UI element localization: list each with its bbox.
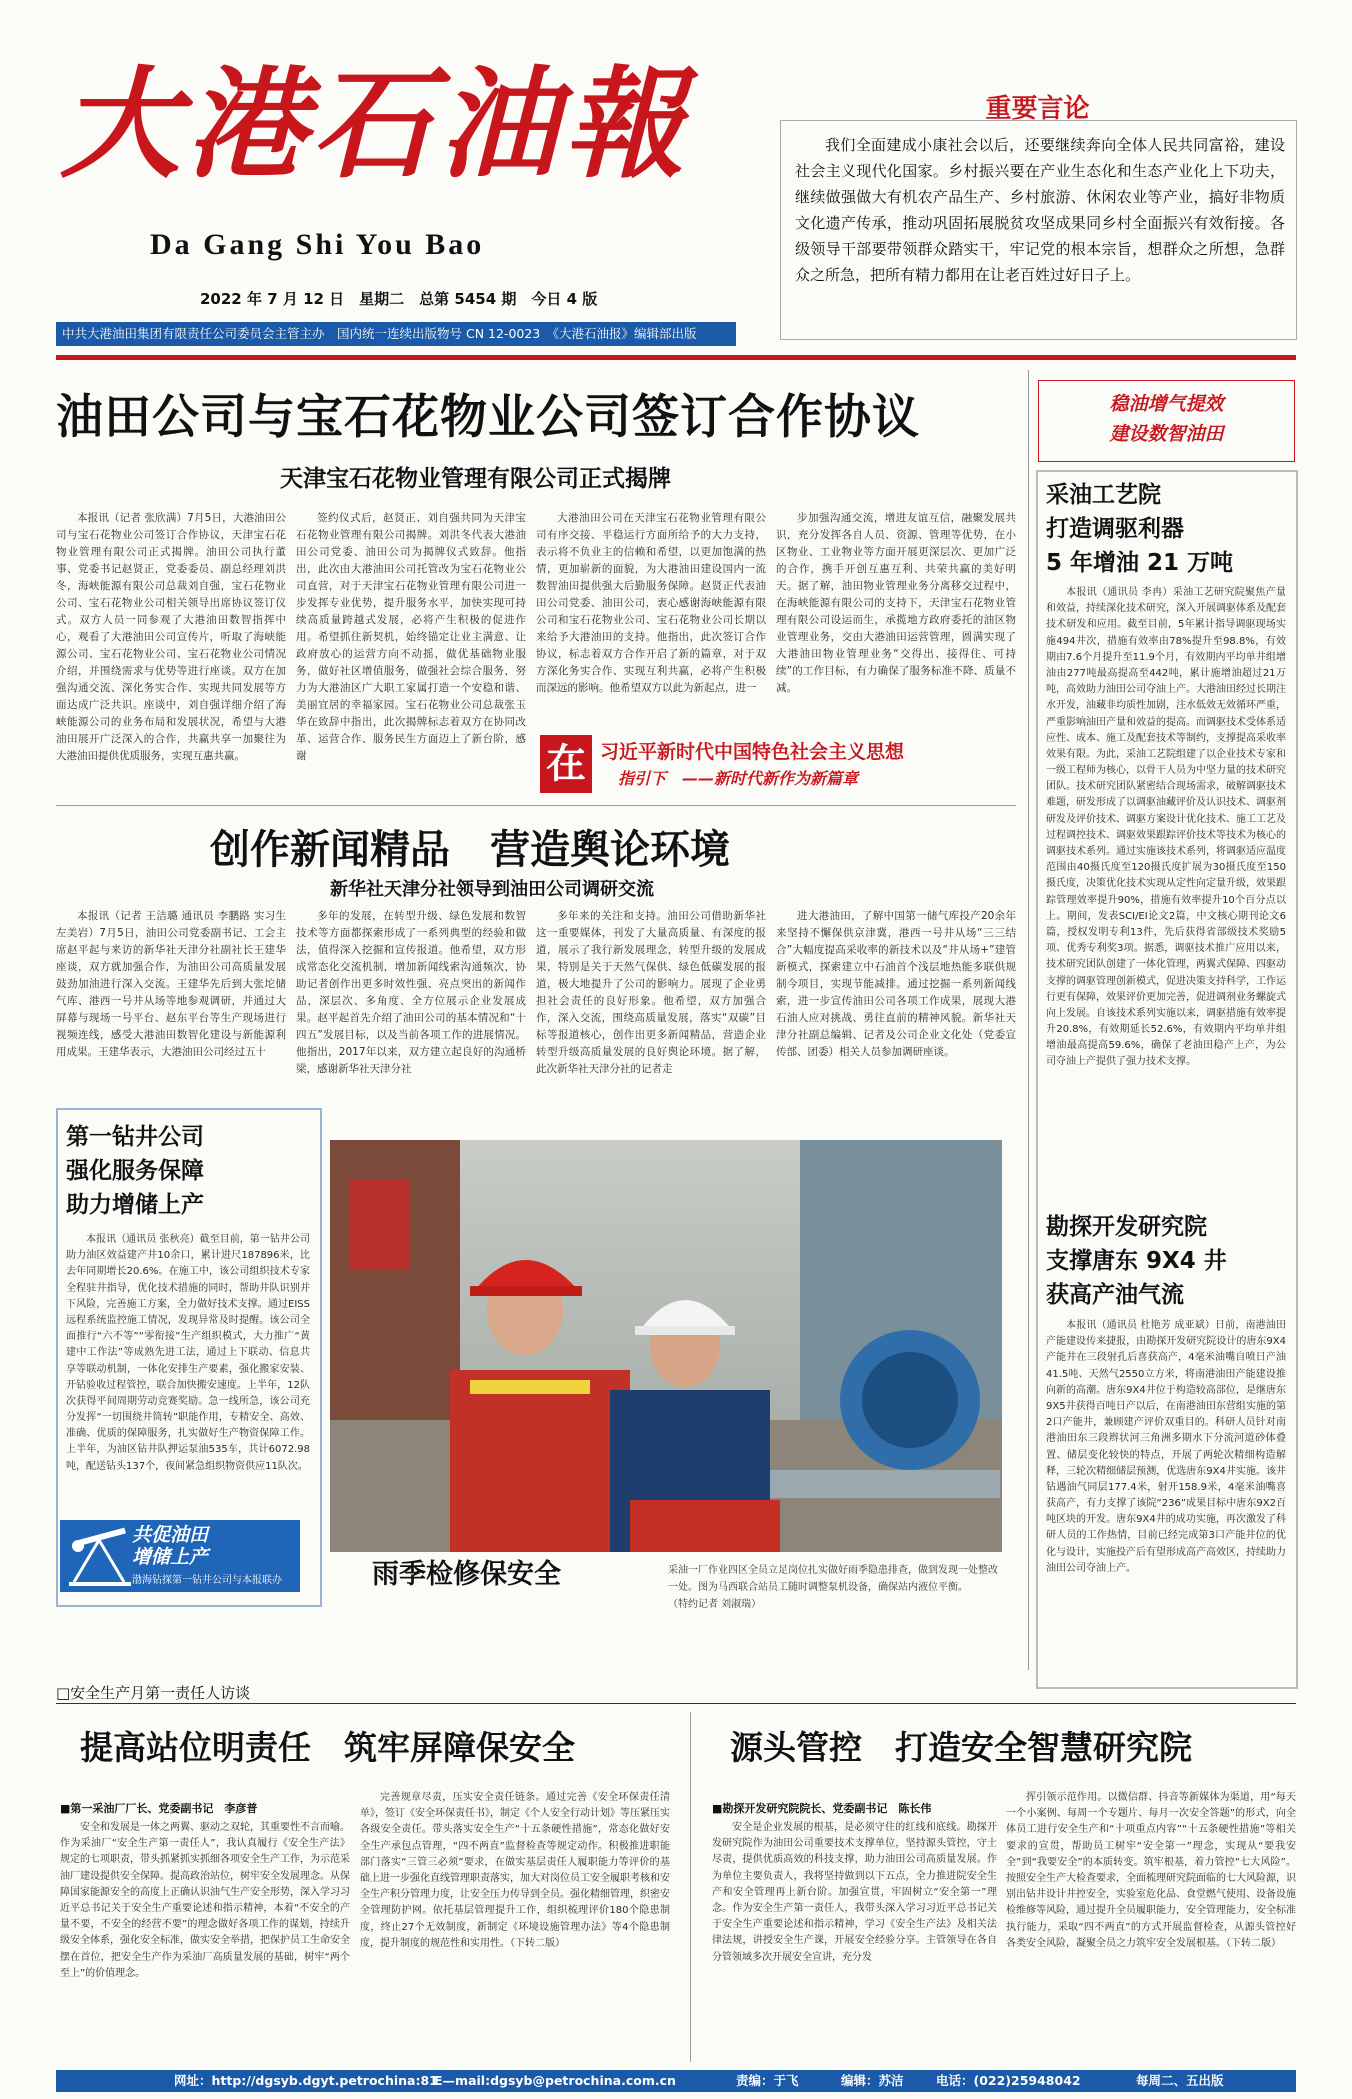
publisher-bar: 中共大港油田集团有限责任公司委员会主管主办 国内统一连续出版物号 CN 12-0023 《大港石油报》编辑部出版 (56, 322, 736, 346)
ad-subline: 渤海钻探第一钻井公司与本报联办 (132, 1575, 282, 1586)
right-banner-line-2: 建设数智油田 (1109, 423, 1224, 445)
interview-left-byline: ■第一采油厂厂长、党委副书记 李彦普 (60, 1802, 258, 1815)
news2-col-4 (776, 908, 1016, 1098)
right1-headline: 采油工艺院 打造调驱利器 5 年增油 21 万吨 (1046, 482, 1234, 576)
left-story-body (66, 1232, 310, 1510)
news2-col-2-text: 多年的发展，在转型升级、绿色发展和数智技术等方面都探索形成了一系列典型的经验和做法，值得深入挖掘和宣传报道。他希望，双方形成常态化交流机制，增加新闻线索沟通频次，协助记者创作出更多时效性强、亮点突出的新闻作品，深层次、多角度、全方位展示企业发展成果。赵平起首先介绍了油田公司的基本情况和“十四五”发展目标，以及当前各项工作的进展情况。他指出，2017年以来，双方建立起良好的沟通桥梁，感谢新华社天津分社 (296, 910, 526, 1075)
lead-headline: 油田公司与宝石花物业公司签订合作协议 (56, 390, 920, 445)
theme-banner-line-2: 指引下 ——新时代新作为新篇章 (618, 769, 859, 788)
footer-typeset: 编辑：苏洁 (841, 2073, 904, 2088)
left-story-headline: 第一钻井公司 强化服务保障 助力增储上产 (66, 1124, 204, 1218)
lead-subhead: 天津宝石花物业管理有限公司正式揭牌 (280, 465, 671, 492)
left-story-text: 本报讯（通讯员 张秋亮）截至目前，第一钻井公司助力油区效益建产井10余口，累计进尺187896米，比去年同期增长20.6%。在施工中，该公司组织技术专家全程驻井指导，优化技术措施的同时，帮助井队识别并下风险，完善施工方案，全力做好技术支撑。通过EISS远程系统监控施工情况，发现异常及时提醒。该公司全面推行“六不等”“零衔接”生产组织模式，大力推广“黄建中工作法”等成熟先进工法，通过上下联动、信息共享等联动机制，一体化安排生产要素，强化搬家安装、开钻验收过程管控，联合加快搬安速度。上半年，12队次获得平间周期劳动竞赛奖励。急一线所急，该公司充分发挥“一切围绕井筒转”职能作用，专精安全、高效、准确、优质的保障服务，扎实做好生产物资保障工作。上半年，为油区钻井队押运泵油535车，共计6072.98吨，配送钻头137个，夜间紧急组织物资供应11队次。 (66, 1234, 310, 1472)
lead-col-4 (776, 510, 1016, 725)
lead-col-1-text: 本报讯（记者 张欣满）7月5日，大港油田公司与宝石花物业公司签订合作协议，天津宝石花物业管理有限公司正式揭牌。油田公司执行董事、党委书记赵贤正，党委委员、副总经理刘洪冬，海峡能源有限公司总裁刘自强，宝石花物业公司、宝石花物业公司相关领导出席协议签订仪式。双方人员一同参观了大港油田数智指挥中心，观看了大港油田公司宣传片，听取了海峡能源公司、宝石花物业公司、宝石花物业公司情况介绍，并围绕需求与优势等进行座谈。双方在加强沟通交流、深化务实合作、实现共同发展等方面达成广泛共识。座谈中，刘自强详细介绍了海峡能源公司的业务布局和发展状况，希望与大港油田展开广泛深入的合作，共赢共享一加聚往为大港油田提供优质服务，实现互惠共赢。 (56, 512, 286, 762)
left-ad-banner (60, 1520, 300, 1592)
footer-phone: 电话：(022)25948042 (936, 2073, 1081, 2088)
interview-right-col-2 (1006, 1790, 1296, 2062)
interview-left-col-1 (60, 1820, 350, 2060)
interview-right-col-1-text: 安全是企业发展的根基，是必须守住的红线和底线。勘探开发研究院作为油田公司重要技术支撑单位，坚持源头管控，守土尽责，提供优质高效的科技支撑，助力油田公司高质量发展。作为单位主要负责人，我将坚持做到以下五点，全力推进院安全生产和安全管理再上新台阶。加强宣贯，牢固树立“安全第一”理念。作为安全生产第一责任人，我带头深入学习习近平总书记关于安全生产重要论述和指示精神，学习《安全生产法》及相关法律法规，讲授安全生产课，开展安全经验分享。主管领导在各自分管领域多次开展安全宣讲，充分发 (712, 1822, 997, 1963)
important-remarks-title: 重要言论 (985, 94, 1090, 124)
interview-right-col-2-text: 挥引领示范作用。以微信群、抖音等新媒体为渠道，用“每天一个小案例、每周一个专题片、每月一次安全答题”的形式，向全体员工进行安全生产和“十项重点内容”“十五条硬性措施”等相关要求的宣贯，帮助员工树牢“安全第一”理念，实现从“要我安全”到“我要安全”的本质转变。筑牢根基，着力管控“七大风险”。按照安全生产大检查要求，全面梳理研究院面临的七大风险源，识别出钻井设计井控安全，实验室危化品、食堂燃气使用、设备设施检维修等风险，通过提升全员履职能力，安全管理能力，安全标准执行能力，采取“四不两直”的方式开展监督检查，从源头管控好各类安全风险，凝聚全员之力筑牢安全发展根基。（下转二版） (1006, 1792, 1296, 1949)
photo-title: 雨季检修保安全 (372, 1559, 561, 1590)
important-remarks-body: 我们全面建成小康社会以后，还要继续奔向全体人民共同富裕，建设社会主义现代化国家。乡村振兴要在产业生态化和生态产业化上下功夫，继续做强做大有机农产品生产、乡村旅游、休闲农业等产业，搞好非物质文化遗产传承，推动巩固拓展脱贫攻坚成果同乡村全面振兴有效衔接。各级领导干部要带领群众踏实干，牢记党的根本宗旨，想群众之所想，急群众之所急，把所有精力都用在让老百姓过好日子上。 (795, 136, 1285, 284)
ad-slogan: 共促油田 增储上产 (132, 1524, 209, 1568)
interview-section-label: □安全生产月第一责任人访谈 (56, 1684, 251, 1702)
interview-right-byline: ■勘探开发研究院院长、党委副书记 陈长伟 (712, 1802, 932, 1815)
news2-col-3 (536, 908, 766, 1098)
right-banner-line-1: 稳油增气提效 (1109, 393, 1224, 415)
right2-body (1046, 1318, 1286, 1678)
pumpjack-icon (64, 1520, 134, 1592)
news2-col-3-text: 多年来的关注和支持。油田公司借助新华社这一重要媒体，刊发了大量高质量、有深度的报道，展示了我行新发展理念，转型升级的发展成果，特别是关于天然气保供、绿色低碳发展的报道，极大地提升了公司的影响力。展现了企业勇担社会责任的良好形象。他希望，双方加强合作，深入交流，围绕高质量发展，落实“双碳”目标等报道核心，创作出更多新闻精品，营造企业转型升级高质量发展的良好舆论环境。据了解，此次新华社天津分社的记者走 (536, 910, 766, 1075)
news-photo (330, 1140, 1002, 1552)
masthead-title: 大港石油報 (60, 54, 690, 195)
lead-col-2-text: 签约仪式后，赵贤正、刘自强共同为天津宝石花物业管理有限公司揭牌。刘洪冬代表大港油田公司党委、油田公司为揭牌仪式致辞。他指出，此次由大港油田公司托管改为宝石花物业公司直营，对于天津宝石花物业管理有限公司进一步发挥专业优势，提升服务水平，加快实现可持续高质量跨越式发展，必将产生积极的促进作用。希望抓住新契机，始终锚定让业主满意、让政府放心的运营方向不动摇，做优基础物业服务，做好社区增值服务，做强社会综合服务，努力为大港油区广大职工家属打造一个安稳和谐、美丽宜居的幸福家园。宝石花物业公司总裁张玉华在致辞中指出，此次揭牌标志着双方在协同改革、运营合作、服务民生方面迈上了新台阶，感谢 (296, 512, 526, 762)
interview-column-divider (690, 1712, 691, 2062)
news2-headline: 创作新闻精品 营造舆论环境 (210, 827, 730, 873)
interview-divider (56, 1703, 1296, 1704)
footer-website[interactable]: 网址：http://dgsyb.dgyt.petrochina:81 (174, 2073, 438, 2088)
column-divider (1028, 370, 1029, 1670)
right2-headline: 勘探开发研究院 支撑唐东 9X4 井 获高产油气流 (1046, 1214, 1227, 1308)
section-divider (56, 805, 1016, 806)
right2-text: 本报讯（通讯员 杜艳芳 成亚斌）日前，南港油田产能建设传来捷报，由勘探开发研究院设计的唐东9X4产能井在三段射孔后喜获高产，4毫米油嘴自喷日产油41.5吨、天然气2550立方米，将南港油田产能建设推向新的高潮。唐东9X4井位于构造较高部位，是继唐东9X5井获得百吨日产以后，在南港油田东营组实施的第2口产能井，兼顾建产评价双重目的。科研人员针对南港油田东三段辫状河三角洲多期水下分流河道砂体叠置、储层变化较快的特点，开展了两轮次精细构造解释，三轮次精细储层预测，优选唐东9X4井实施。该井钻遇油气同层177.4米，射开158.9米，4毫米油嘴喜获高产，有力支撑了该院“236”成果目标中唐东9X2百吨区块的开发。唐东9X4井的成功实施，再次激发了科研人员的工作热情，目前已经完成第3口产能井位的优化与设计，实施投产后有望形成高产高效区，持续助力油田公司夺油上产。 (1046, 1320, 1286, 1574)
interview-left-col-2-text: 完善规章尽责，压实安全责任链条。通过完善《安全环保责任清单》，签订《安全环保责任书》，制定《个人安全行动计划》等压紧压实各级安全责任。带头落实安全生产“十五条硬性措施”，常态化做好安全生产承包点管理，“四不两直”监督检查等规定动作。积极推进职能部门落实“三管三必须”要求，在做实基层责任人履职能力等评价的基础上进一步强化直线管理职责落实，加大对岗位员工安全履职考核和安全生产积分管理力度，让安全压力传导到全员。强化精细管理，织密安全管理防护网。依托基层管理提升工作，组织梳理评价180个隐患制度，终止27个无效制度，新制定《环境设施管理办法》等4个隐患制度，提升制度的规范性和实用性。（下转二版） (360, 1792, 670, 1949)
interview-right-headline: 源头管控 打造安全智慧研究院 (730, 1728, 1192, 1767)
dateline: 2022 年 7 月 12 日 星期二 总第 5454 期 今日 4 版 (200, 290, 598, 308)
theme-banner-line-1: 习近平新时代中国特色社会主义思想 (600, 741, 905, 763)
interview-right-col-1 (712, 1820, 997, 2060)
lead-col-1 (56, 510, 286, 792)
photo-caption: 采油一厂作业四区全员立足岗位扎实做好雨季隐患排查，做到发现一处整改一处。图为马西联合站员工随时调整泵机设备，确保站内液位平衡。 （特约记者 刘淑瑞） (668, 1565, 1003, 1610)
right1-text: 本报讯（通讯员 李冉）采油工艺研究院聚焦产量和效益，持续深化技术研究，深入开展调驱体系及配套技术研发和应用。截至目前，5年累计指导调驱现场实施494井次，措施有效率由78%提升至98.8%，有效期由7.6个月提升至11.9个月，有效期内平均单井组增油由277吨最高提高至442吨，累计施增油超过21万吨，高效助力油田公司夺油上产。大港油田经过长期注水开发，油藏非均质性加剧，注水低效无效循环严重，严重影响油田产量和效益的提高。而调驱技术受体系适应性、成本、施工及配套技术等制约，支撑提高采收率效果有限。为此，采油工艺院组建了以企业技术专家和一级工程师为核心，以骨干人员为中坚力量的技术研究团队。技术研究团队紧密结合现场需求，破解调驱技术难题，研发形成了以调驱油藏评价及认识技术、调驱剂研发及评价技术、调驱方案设计优化技术、施工工艺及过程调控技术、调驱效果跟踪评价技术等技术为核心的调驱技术系列。通过实施该技术系列，将调驱适应温度范围由40摄氏度至120摄氏度扩展为30摄氏度至150摄氏度，决策优化技术实现从定性向定量升级，效果跟踪管理效率提升90%，措施有效率提升10个百分点以上。期间，发表SCI/EI论文2篇，中文核心期刊论文6篇，授权发明专利13件，先后获得省部级技术奖励5项、优秀专利奖3项。据悉，调驱技术推广应用以来，技术研究团队创建了一体化管理，两翼式保障、四驱动支撑的调驱管理创新模式，促进决策支持科学，工作运行更有保障，效果评价更加完善，促进调剂业务螺旋式向上发展。自该技术系列实施以来，调驱措施有效率提升20.8%，有效期延长52.6%，有效期内平均单井组增油最高提高59.6%，确保了老油田稳产上产，为公司夺油上产提供了强力技术支撑。 (1046, 587, 1286, 1068)
news2-col-2 (296, 908, 526, 1098)
interview-left-col-2 (360, 1790, 670, 2062)
news2-col-1 (56, 908, 286, 1098)
lead-col-2 (296, 510, 526, 792)
theme-banner-badge: 在 (540, 735, 592, 793)
lead-col-4-text: 步加强沟通交流，增进友谊互信，融聚发展共识，充分发挥各自人员、资源、管理等优势，在小区物业、工业物业等方面开展更深层次、更加广泛的合作，携手开创互惠互利、共荣共赢的美好明天。据了解，油田物业管理业务分离移交过程中，在海峡能源有限公司的支持下，天津宝石花物业管理有限公司设运而生，承揽地方政府委托的油区物业管理业务，交由大港油田运营管理，圆满实现了大港油田物业管理业务“交得出、接得住、可持续”的工作目标，有力确保了服务标准不降、质量不减。 (776, 512, 1016, 694)
footer-email[interactable]: E—mail:dgsyb@petrochina.com.cn (434, 2073, 676, 2088)
lead-col-3 (536, 510, 766, 725)
right1-body (1046, 585, 1286, 1200)
footer-schedule: 每周二、五出版 (1136, 2073, 1224, 2088)
workers-photo-illustration (330, 1140, 1002, 1552)
footer-bar (56, 2070, 1296, 2092)
lead-col-3-text: 大港油田公司在天津宝石花物业管理有限公司有序交接、平稳运行方面所给予的大力支持，表示将不负业主的信赖和希望，以更加饱满的热情，更加崭新的面貌，为大港油田建设国内一流数智油田提供强大后勤服务保障。赵贤正代表油田公司党委、油田公司，衷心感谢海峡能源有限公司和宝石花物业公司、宝石花物业公司长期以来给予大港油田的支持。他指出，此次签订合作协议，标志着双方合作开启了新的篇章，对于双方深化务实合作、实现互利共赢，必将产生积极而深远的影响。他希望双方以此为新起点，进一 (536, 512, 766, 694)
interview-left-headline: 提高站位明责任 筑牢屏障保安全 (80, 1728, 575, 1767)
news2-col-4-text: 进大港油田，了解中国第一储气库投产20余年来坚持不懈保供京津冀，港西一号井从场“三三结合”大幅度提高采收率的新技术以及“井从场+”建管新模式，探索建立中石油首个浅层地热能多联供规制今项目，实现节能减排。通过挖掘一系列新闻线索，进一步宣传油田公司各项工作成果，展现大港石油人应对挑战、勇往直前的精神风貌。新华社天津分社副总编辑、记者及公司企业文化处（党委宣传部、团委）相关人员参加调研座谈。 (776, 910, 1016, 1058)
news2-col-1-text: 本报讯（记者 王洁璐 通讯员 李鹏路 实习生 左美岩）7月5日，油田公司党委副书记、工会主席赵平起与来访的新华社天津分社副社长王建华座谈，双方就加强合作，为油田公司高质量发展鼓劲加油进行深入交流。王建华先后到大张坨储气库、港西一号井从场等地参观调研，并通过大屏幕与现场一号平台、赵东平台等生产现场进行视频连线，感受大港油田数智化建设与新能源利用成果。王建华表示，大港油田公司经过五十 (56, 910, 286, 1058)
news2-subhead: 新华社天津分社领导到油田公司调研交流 (330, 879, 654, 900)
right-banner (1038, 380, 1295, 462)
masthead-divider (56, 355, 1296, 360)
footer-editor: 责编：于飞 (736, 2073, 799, 2088)
masthead-pinyin: Da Gang Shi You Bao (150, 228, 485, 261)
interview-left-col-1-text: 安全和发展是一体之两翼、驱动之双轮，其重要性不言而喻。作为采油厂“安全生产第一责任人”，我认真履行《安全生产法》规定的七项职责，带头抓紧抓实抓细各项安全生产工作，为示范采油厂建设提供安全保障。提高政治站位，树牢安全发展理念。从保障国家能源安全的高度上正确认识油气生产安全形势，深入学习习近平总书记关于安全生产重要论述和指示精神，本着“不安全的产量不要，不安全的经营不要”的理念做好各项工作的谋划，持续升级安全体系，强化安全标准，做实安全举措，把保护员工生命安全摆在首位，把安全生产作为采油厂高质量发展的基础，树牢“两个至上”的价值理念。 (60, 1822, 350, 1979)
